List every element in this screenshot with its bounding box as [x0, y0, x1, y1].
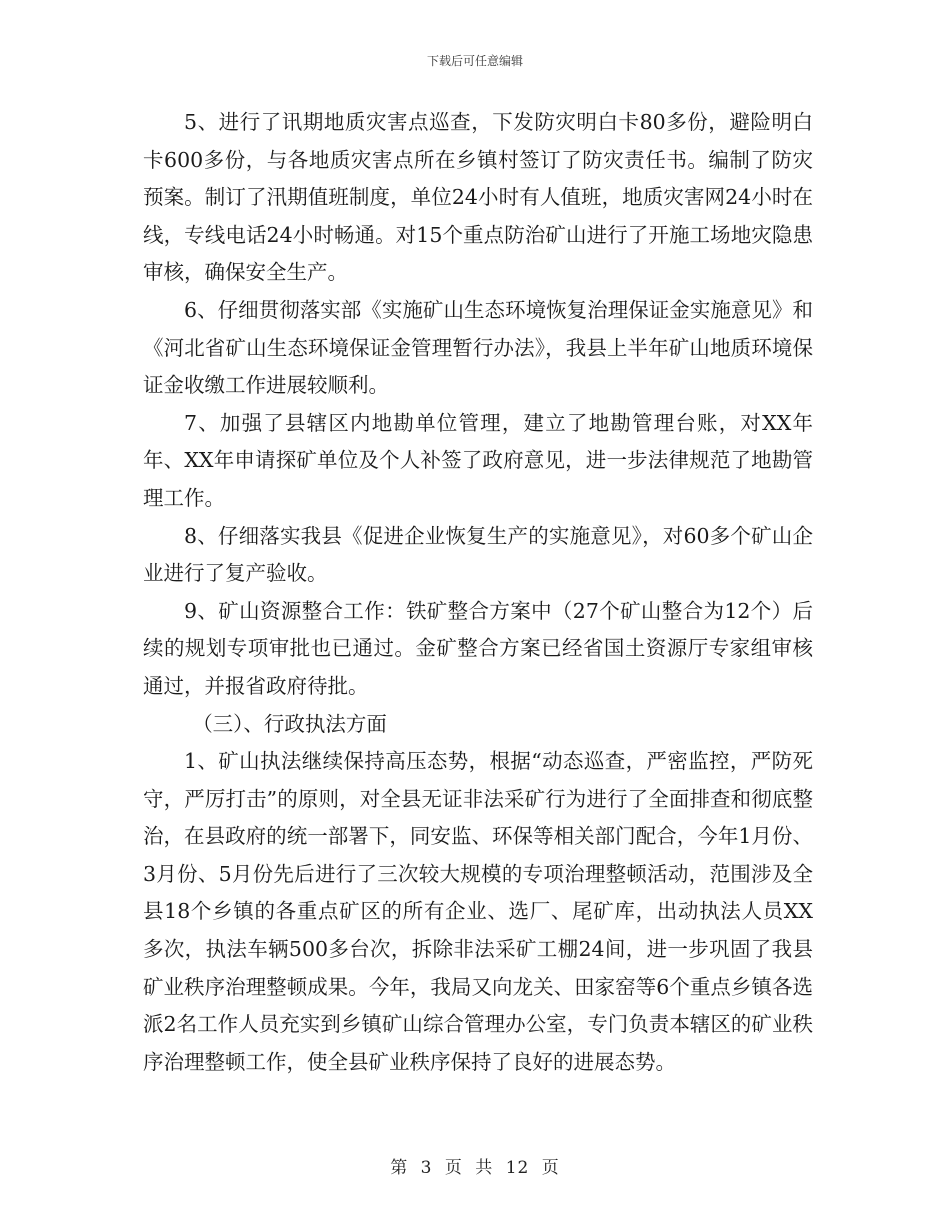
paragraph-item-1: 1、矿山执法继续保持高压态势，根据“动态巡查，严密监控，严防死守，严厉打击”的原则，对全县无证非法采矿行为进行了全面排查和彻底整治，在县政府的统一部署下，同安监、环保等相关部门配合，今年1月份、3月份、5月份先后进行了三次较大规模的专项治理整顿活动，范围涉及全县18个乡镇的各重点矿区的所有企业、选厂、尾矿库，出动执法人员XX多次，执法车辆500多台次，拆除非法采矿工棚24间，进一步巩固了我县矿业秩序治理整顿成果。今年，我局又向龙关、田家窑等6个重点乡镇各选派2名工作人员充实到乡镇矿山综合管理办公室，专门负责本辖区的矿业秩序治理整顿工作，使全县矿业秩序保持了良好的进展态势。: [143, 749, 813, 1074]
paragraph-item-7: 7、加强了县辖区内地勘单位管理，建立了地勘管理台账，对XX年年、XX年申请探矿单位及个人补签了政府意见，进一步法律规范了地勘管理工作。: [143, 410, 813, 510]
page-footer: 第 3 页 共 12 页: [390, 1158, 560, 1178]
document-body: [143, 104, 813, 1081]
paragraph-item-9: 9、矿山资源整合工作：铁矿整合方案中（27个矿山整合为12个）后续的规划专项审批也已通过。金矿整合方案已经省国土资源厅专家组审核通过，并报省政府待批。: [143, 598, 813, 698]
page-header: 下载后可任意编辑: [426, 54, 523, 68]
paragraph-item-5: 5、进行了讯期地质灾害点巡查，下发防灾明白卡80多份，避险明白卡600多份，与各地质灾害点所在乡镇村签订了防灾责任书。编制了防灾预案。制订了汛期值班制度，单位24小时有人值班，地质灾害网24小时在线，专线电话24小时畅通。对15个重点防治矿山进行了开施工场地灾隐患审核，确保安全生产。: [143, 110, 813, 285]
section-heading: （三）、行政执法方面: [192, 711, 387, 736]
paragraph-item-6: 6、仔细贯彻落实部《实施矿山生态环境恢复治理保证金实施意见》和《河北省矿山生态环境保证金管理暂行办法》，我县上半年矿山地质环境保证金收缴工作进展较顺利。: [143, 297, 813, 398]
paragraph-item-8: 8、仔细落实我县《促进企业恢复生产的实施意见》，对60多个矿山企业进行了复产验收。: [143, 523, 813, 586]
